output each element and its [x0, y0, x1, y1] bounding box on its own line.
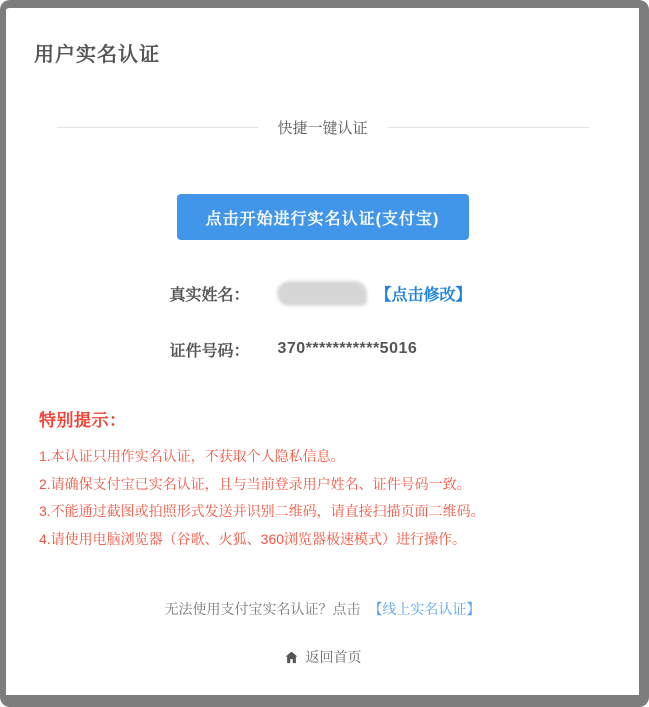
divider-line-right: [388, 127, 589, 128]
notice-item-2: 2.请确保支付宝已实名认证，且与当前登录用户姓名、证件号码一致。: [39, 475, 471, 492]
page-title: 用户实名认证: [34, 44, 160, 66]
id-number-value-area: [277, 340, 417, 358]
fallback-auth-text: 无法使用支付宝实名认证？点击: [164, 601, 361, 617]
identity-info: [153, 278, 471, 364]
back-home-link[interactable]: [284, 647, 362, 667]
notice-item-1: 1.本认证只用作实名认证，不获取个人隐私信息。: [39, 448, 345, 464]
notice-item-3: 3.不能通过截图或拍照形式发送并识别二维码，请直接扫描页面二维码。: [39, 503, 485, 519]
id-number-label: 证件号码：: [169, 342, 250, 360]
section-divider: [57, 117, 589, 138]
section-divider-label: 快捷一键认证: [277, 120, 368, 137]
id-number-value: 370***********5016: [277, 340, 418, 357]
special-notice: [39, 406, 619, 553]
back-home-label: 返回首页: [305, 649, 362, 665]
special-notice-heading: 特别提示：: [39, 411, 127, 430]
house-icon: [284, 650, 299, 665]
real-name-label: 真实姓名：: [169, 286, 250, 304]
id-number-row: [153, 334, 471, 364]
online-auth-link[interactable]: 【线上实名认证】: [368, 601, 481, 617]
start-auth-button[interactable]: 点击开始进行实名认证(支付宝): [177, 194, 469, 240]
masked-real-name: [277, 281, 367, 306]
special-notice-list: [39, 443, 619, 553]
home-row: [6, 647, 639, 670]
divider-line-left: [57, 127, 258, 128]
notice-item-4: 4.请使用电脑浏览器（谷歌、火狐、360浏览器极速模式）进行操作。: [39, 530, 467, 547]
fallback-auth-row: [6, 599, 639, 619]
real-name-value-area: [277, 281, 471, 306]
real-name-row: [153, 278, 471, 308]
edit-name-link[interactable]: 【点击修改】: [375, 286, 472, 304]
